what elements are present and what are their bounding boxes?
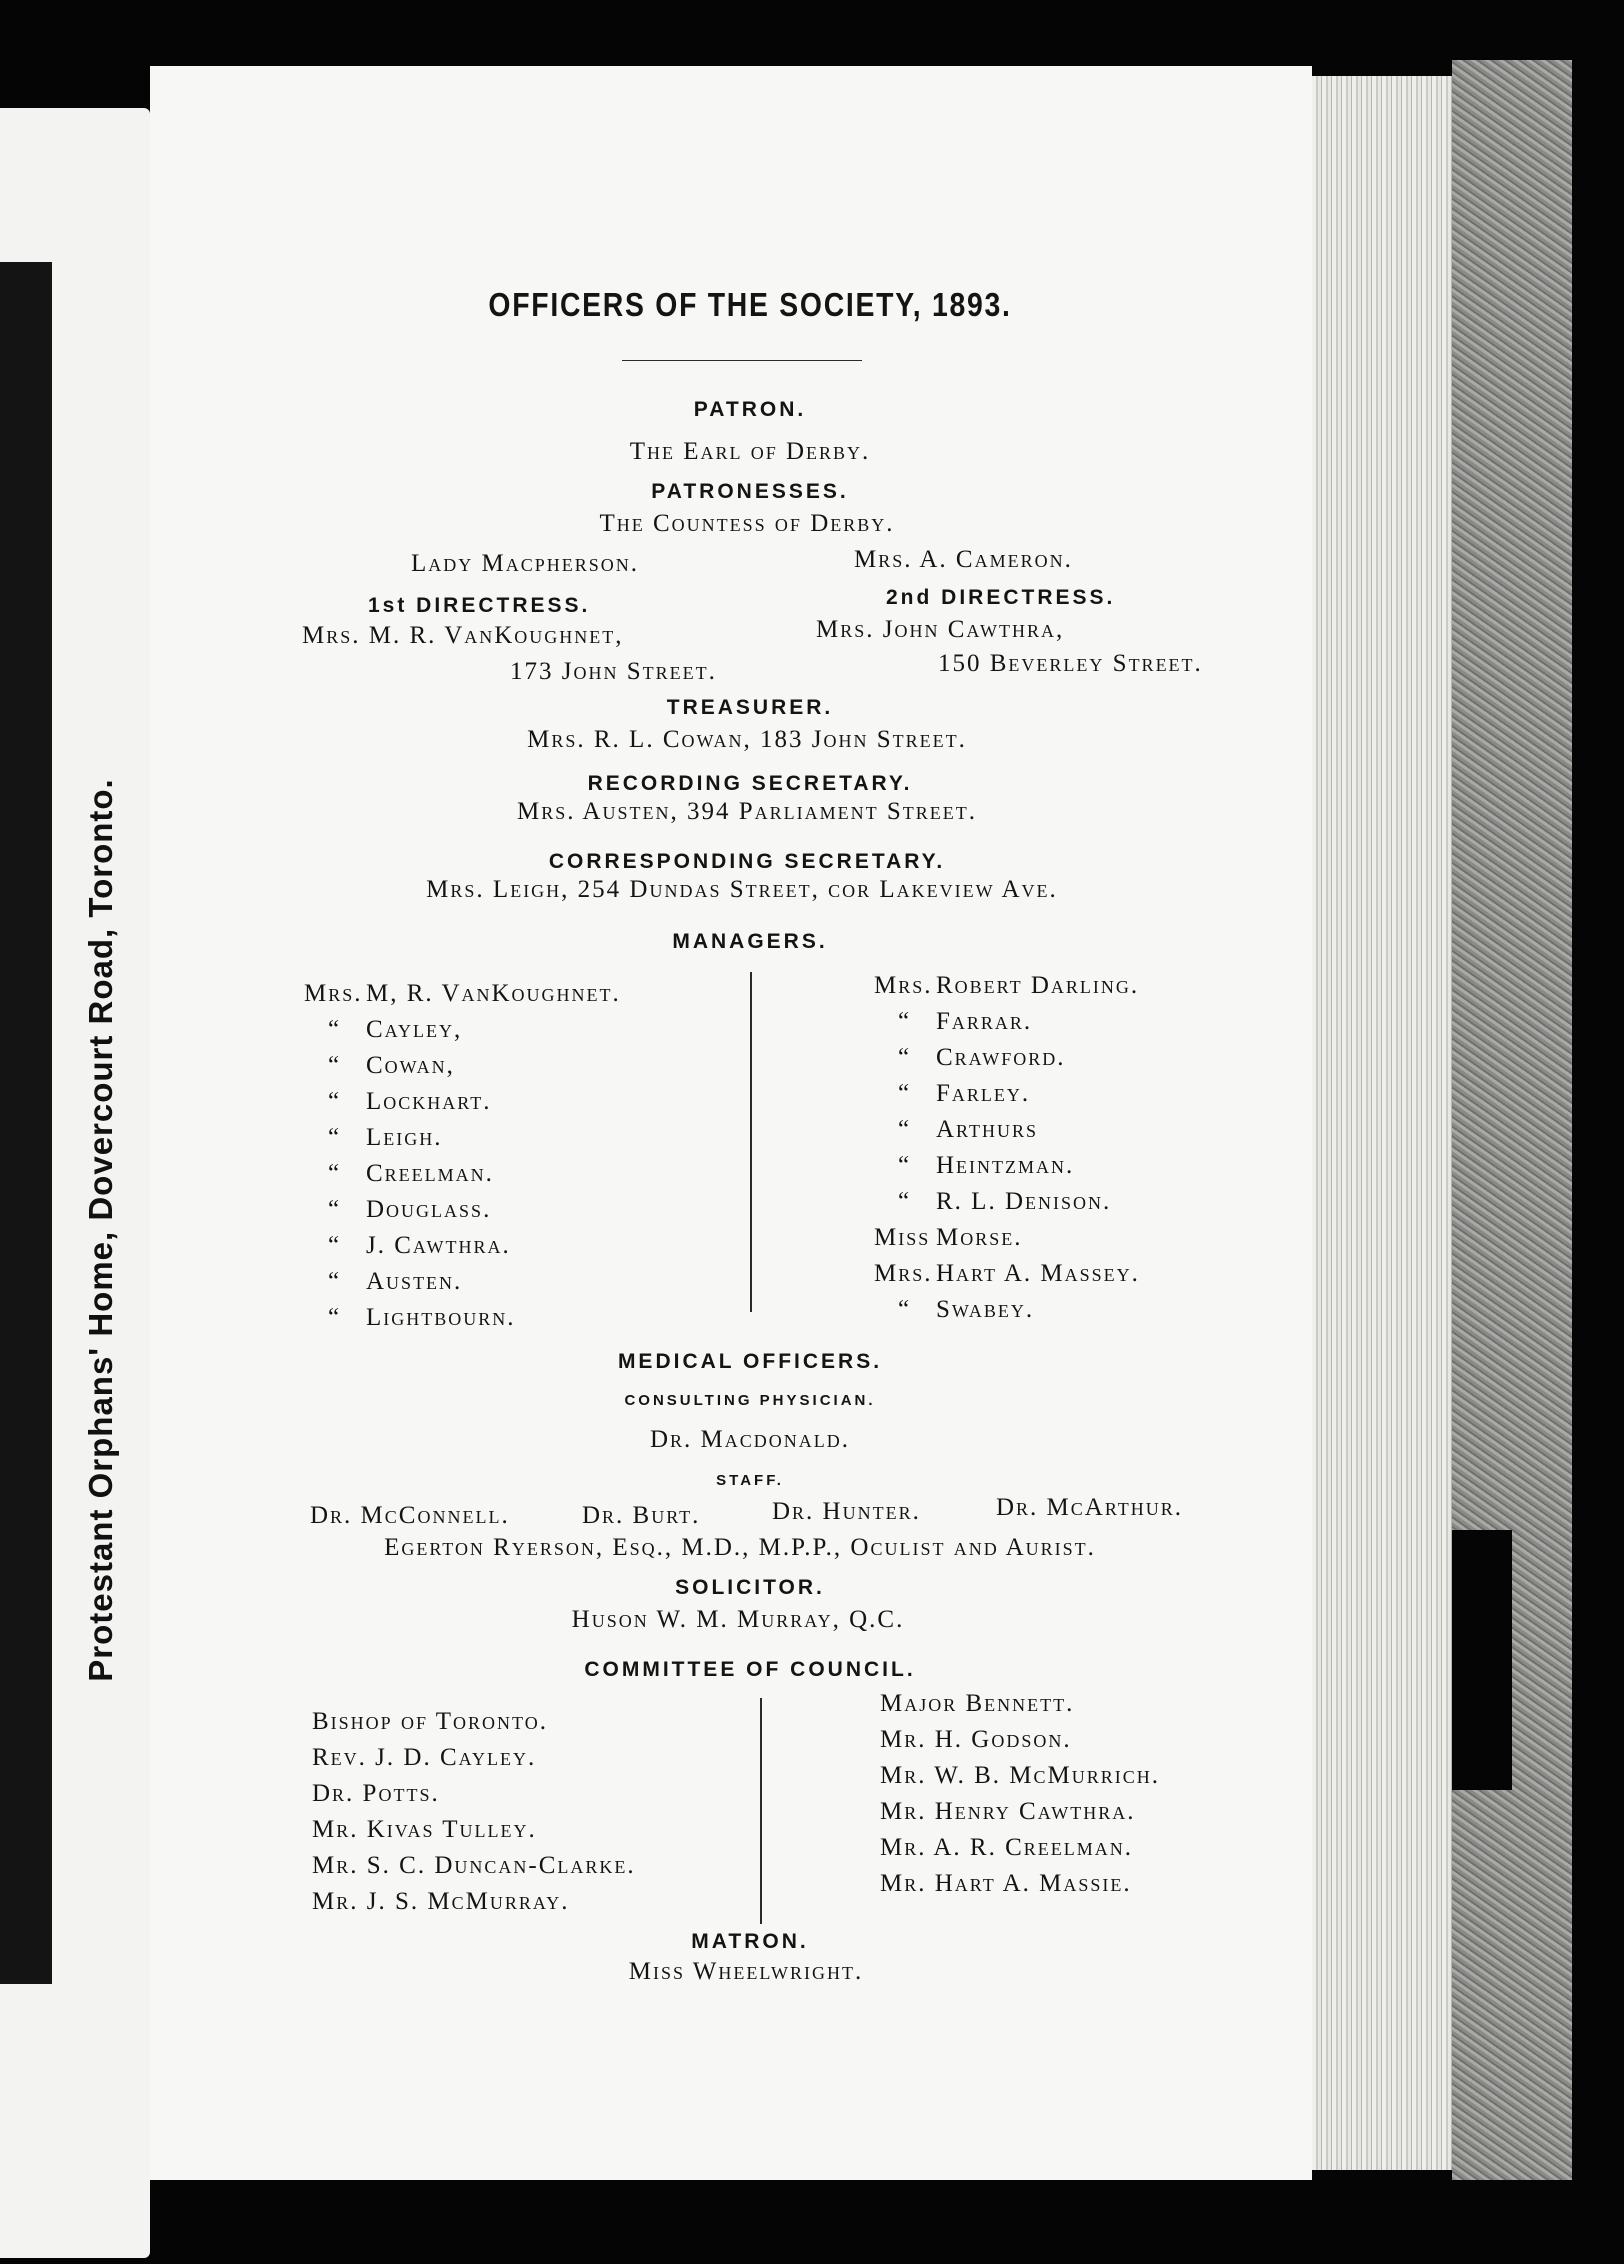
ditto-mark: “: [898, 1116, 912, 1143]
ditto-mark: “: [328, 1016, 342, 1043]
list-item: [304, 1156, 621, 1192]
manager-name: Leigh.: [366, 1124, 443, 1151]
ditto-mark: Mrs.: [304, 980, 363, 1007]
staff-physician: Dr. McConnell.: [310, 1502, 510, 1529]
list-item: Bishop of Toronto.: [312, 1708, 548, 1735]
document-page: [150, 66, 1312, 2180]
ditto-mark: “: [328, 1304, 342, 1331]
manager-name: R. L. Denison.: [936, 1188, 1112, 1215]
page-fore-edge: [1312, 76, 1452, 2170]
manager-name: Arthurs: [936, 1116, 1038, 1143]
ditto-mark: “: [328, 1088, 342, 1115]
patron-name: The Earl of Derby.: [629, 438, 871, 465]
facing-page-dark-band: [0, 262, 52, 1984]
medical-heading: MEDICAL OFFICERS.: [617, 1350, 883, 1373]
manager-name: Cowan,: [366, 1052, 455, 1079]
solicitor-name: Huson W. M. Murray, Q.C.: [571, 1606, 905, 1633]
list-item: [874, 1292, 1140, 1328]
list-item: Mr. H. Godson.: [880, 1726, 1072, 1753]
manager-name: Farrar.: [936, 1008, 1033, 1035]
managers-left-list: [304, 976, 621, 1336]
manager-name: Cayley,: [366, 1016, 463, 1043]
treasurer-heading: TREASURER.: [666, 696, 834, 719]
manager-name: Lockhart.: [366, 1088, 492, 1115]
list-item: [874, 1148, 1140, 1184]
list-item: [304, 1228, 621, 1264]
corresponding-secretary-heading: CORRESPONDING SECRETARY.: [548, 850, 946, 873]
patroness-first: The Countess of Derby.: [599, 510, 895, 537]
manager-name: Heintzman.: [936, 1152, 1075, 1179]
ditto-mark: “: [328, 1052, 342, 1079]
staff-physician: Dr. McArthur.: [996, 1494, 1184, 1521]
list-item: [304, 1012, 621, 1048]
cover-gap: [1452, 1530, 1512, 1790]
ditto-mark: “: [328, 1268, 342, 1295]
title-rule: [622, 360, 862, 361]
list-item: [874, 1112, 1140, 1148]
manager-name: Crawford.: [936, 1044, 1066, 1071]
patroness-right: Mrs. A. Cameron.: [854, 546, 1073, 573]
ditto-mark: “: [328, 1160, 342, 1187]
list-item: Mr. S. C. Duncan-Clarke.: [312, 1852, 636, 1879]
committee-divider: [760, 1698, 762, 1924]
second-directress-name: Mrs. John Cawthra,: [816, 616, 1065, 643]
ditto-mark: “: [898, 1152, 912, 1179]
list-item: [874, 1256, 1140, 1292]
ditto-mark: Miss: [874, 1224, 931, 1251]
list-item: [874, 968, 1140, 1004]
spine-caption: Protestant Orphans' Home, Dovercourt Road, Toronto.: [82, 778, 119, 1682]
managers-heading: MANAGERS.: [672, 930, 828, 953]
ditto-mark: “: [898, 1008, 912, 1035]
manager-name: Douglass.: [366, 1196, 492, 1223]
list-item: [874, 1220, 1140, 1256]
first-directress-heading: 1st DIRECTRESS.: [368, 594, 591, 617]
list-item: Major Bennett.: [880, 1690, 1075, 1717]
manager-name: Lightbourn.: [366, 1304, 516, 1331]
list-item: [874, 1184, 1140, 1220]
matron-name: Miss Wheelwright.: [628, 1958, 864, 1985]
list-item: Mr. Henry Cawthra.: [880, 1798, 1136, 1825]
list-item: [304, 1192, 621, 1228]
ditto-mark: “: [898, 1188, 912, 1215]
page-title: OFFICERS OF THE SOCIETY, 1893.: [488, 286, 1012, 323]
patroness-left: Lady Macpherson.: [411, 550, 640, 577]
ditto-mark: “: [898, 1080, 912, 1107]
list-item: [874, 1076, 1140, 1112]
manager-name: Hart A. Massey.: [936, 1260, 1140, 1287]
ditto-mark: “: [328, 1232, 342, 1259]
consulting-heading: CONSULTING PHYSICIAN.: [624, 1392, 876, 1409]
ditto-mark: “: [328, 1196, 342, 1223]
recording-secretary-name: Mrs. Austen, 394 Parliament Street.: [517, 798, 977, 825]
list-item: Mr. J. S. McMurray.: [312, 1888, 570, 1915]
managers-right-list: [874, 968, 1140, 1328]
list-item: Dr. Potts.: [312, 1780, 440, 1807]
staff-heading: STAFF.: [716, 1472, 784, 1489]
first-directress-name: Mrs. M. R. VanKoughnet,: [302, 622, 624, 649]
book-cover: [1452, 60, 1572, 2180]
list-item: [874, 1004, 1140, 1040]
committee-heading: COMMITTEE OF COUNCIL.: [584, 1658, 916, 1681]
list-item: Mr. W. B. McMurrich.: [880, 1762, 1160, 1789]
manager-name: Swabey.: [936, 1296, 1035, 1323]
ditto-mark: “: [898, 1044, 912, 1071]
matron-heading: MATRON.: [691, 1930, 809, 1953]
patron-heading: PATRON.: [693, 398, 807, 421]
list-item: Mr. Hart A. Massie.: [880, 1870, 1132, 1897]
list-item: Mr. Kivas Tulley.: [312, 1816, 537, 1843]
ditto-mark: “: [328, 1124, 342, 1151]
oculist-line: Egerton Ryerson, Esq., M.D., M.P.P., Oculist and Aurist.: [384, 1534, 1096, 1561]
solicitor-heading: SOLICITOR.: [675, 1576, 825, 1599]
list-item: [304, 1264, 621, 1300]
ditto-mark: Mrs.: [874, 972, 933, 999]
manager-name: Austen.: [366, 1268, 463, 1295]
ditto-mark: “: [898, 1296, 912, 1323]
second-directress-heading: 2nd DIRECTRESS.: [886, 586, 1116, 609]
ditto-mark: Mrs.: [874, 1260, 933, 1287]
list-item: [304, 1048, 621, 1084]
list-item: Mr. A. R. Creelman.: [880, 1834, 1134, 1861]
list-item: Rev. J. D. Cayley.: [312, 1744, 537, 1771]
first-directress-address: 173 John Street.: [510, 658, 717, 685]
list-item: [874, 1040, 1140, 1076]
list-item: [304, 976, 621, 1012]
managers-divider: [750, 972, 752, 1312]
committee-right-list: [880, 1686, 1160, 1902]
manager-name: Morse.: [936, 1224, 1023, 1251]
manager-name: J. Cawthra.: [366, 1232, 511, 1259]
staff-physician: Dr. Hunter.: [772, 1498, 921, 1525]
committee-left-list: [312, 1704, 636, 1920]
corresponding-secretary-name: Mrs. Leigh, 254 Dundas Street, cor Lakeview Ave.: [426, 876, 1058, 903]
patronesses-heading: PATRONESSES.: [651, 480, 849, 503]
recording-secretary-heading: RECORDING SECRETARY.: [587, 772, 913, 795]
manager-name: M, R. VanKoughnet.: [366, 980, 621, 1007]
consulting-physician: Dr. Macdonald.: [649, 1426, 851, 1453]
second-directress-address: 150 Beverley Street.: [938, 650, 1203, 677]
manager-name: Robert Darling.: [936, 972, 1140, 999]
list-item: [304, 1084, 621, 1120]
list-item: [304, 1300, 621, 1336]
staff-physician: Dr. Burt.: [582, 1502, 701, 1529]
list-item: [304, 1120, 621, 1156]
treasurer-name: Mrs. R. L. Cowan, 183 John Street.: [527, 726, 967, 753]
manager-name: Farley.: [936, 1080, 1031, 1107]
manager-name: Creelman.: [366, 1160, 494, 1187]
